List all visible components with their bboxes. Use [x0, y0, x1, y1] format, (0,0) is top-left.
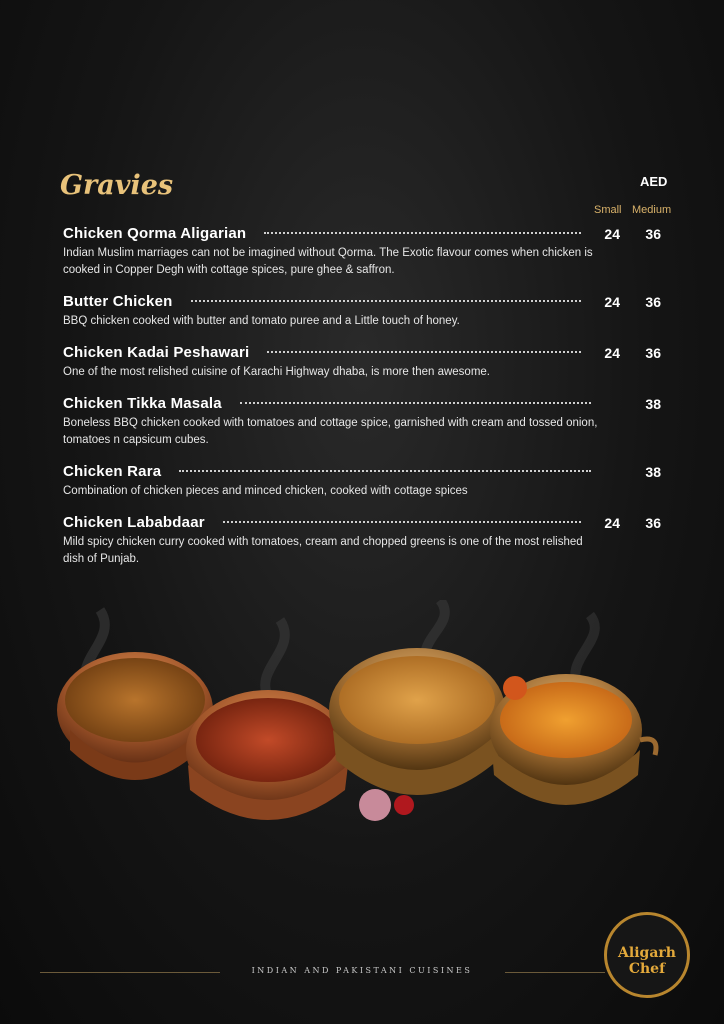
item-description: One of the most relished cuisine of Karachi Highway dhaba, is more then awesome. — [63, 366, 490, 378]
item-description: Indian Muslim marriages can not be imagined without Qorma. The Exotic flavour comes when chicken is cooked in Copper Degh with cottage spices, pure ghee & saffron. — [63, 247, 593, 276]
menu-item — [63, 344, 663, 381]
price-small: 24 — [604, 294, 620, 310]
currency-label: AED — [640, 174, 668, 189]
item-name: Chicken Qorma Aligarian — [63, 225, 247, 242]
menu-item — [63, 293, 663, 330]
dot-leader — [267, 350, 581, 353]
item-description: BBQ chicken cooked with butter and tomato puree and a Little touch of honey. — [63, 315, 460, 327]
logo-text-line1: Aligarh — [618, 945, 676, 961]
item-description: Mild spicy chicken curry cooked with tomatoes, cream and chopped greens is one of the most relished dish of Punjab. — [63, 536, 583, 565]
size-medium-header: Medium — [632, 204, 672, 216]
menu-item — [63, 395, 663, 449]
item-description: Combination of chicken pieces and minced chicken, cooked with cottage spices — [63, 485, 468, 497]
menu-list — [63, 225, 663, 582]
item-name: Chicken Tikka Masala — [63, 395, 222, 412]
dot-leader — [240, 401, 591, 404]
price-medium: 36 — [645, 345, 661, 361]
item-name: Chicken Rara — [63, 463, 162, 480]
item-description: Boneless BBQ chicken cooked with tomatoes and cottage spice, garnished with cream and tossed onion, tomatoes n capsicum cubes. — [63, 417, 598, 446]
size-small-header: Small — [594, 204, 622, 216]
price-medium: 36 — [645, 294, 661, 310]
footer-tagline: INDIAN AND PAKISTANI CUISINES — [251, 966, 473, 975]
section-title: Gravies — [60, 170, 174, 201]
menu-item — [63, 463, 663, 500]
menu-item — [63, 514, 663, 568]
price-medium: 38 — [645, 464, 661, 480]
price-medium: 36 — [645, 515, 661, 531]
aligarh-chef-logo — [604, 912, 690, 998]
item-name: Chicken Kadai Peshawari — [63, 344, 250, 361]
logo-text-line2: Chef — [628, 961, 666, 977]
dot-leader — [264, 231, 581, 234]
dot-leader — [179, 469, 591, 472]
dot-leader — [191, 299, 582, 302]
price-medium: 36 — [645, 226, 661, 242]
item-name: Chicken Lababdaar — [63, 514, 205, 531]
menu-item — [63, 225, 663, 279]
price-small: 24 — [604, 515, 620, 531]
dot-leader — [223, 520, 581, 523]
price-small: 24 — [604, 226, 620, 242]
curry-bowls-image — [0, 600, 724, 860]
price-medium: 38 — [645, 396, 661, 412]
item-name: Butter Chicken — [63, 293, 173, 310]
price-small: 24 — [604, 345, 620, 361]
